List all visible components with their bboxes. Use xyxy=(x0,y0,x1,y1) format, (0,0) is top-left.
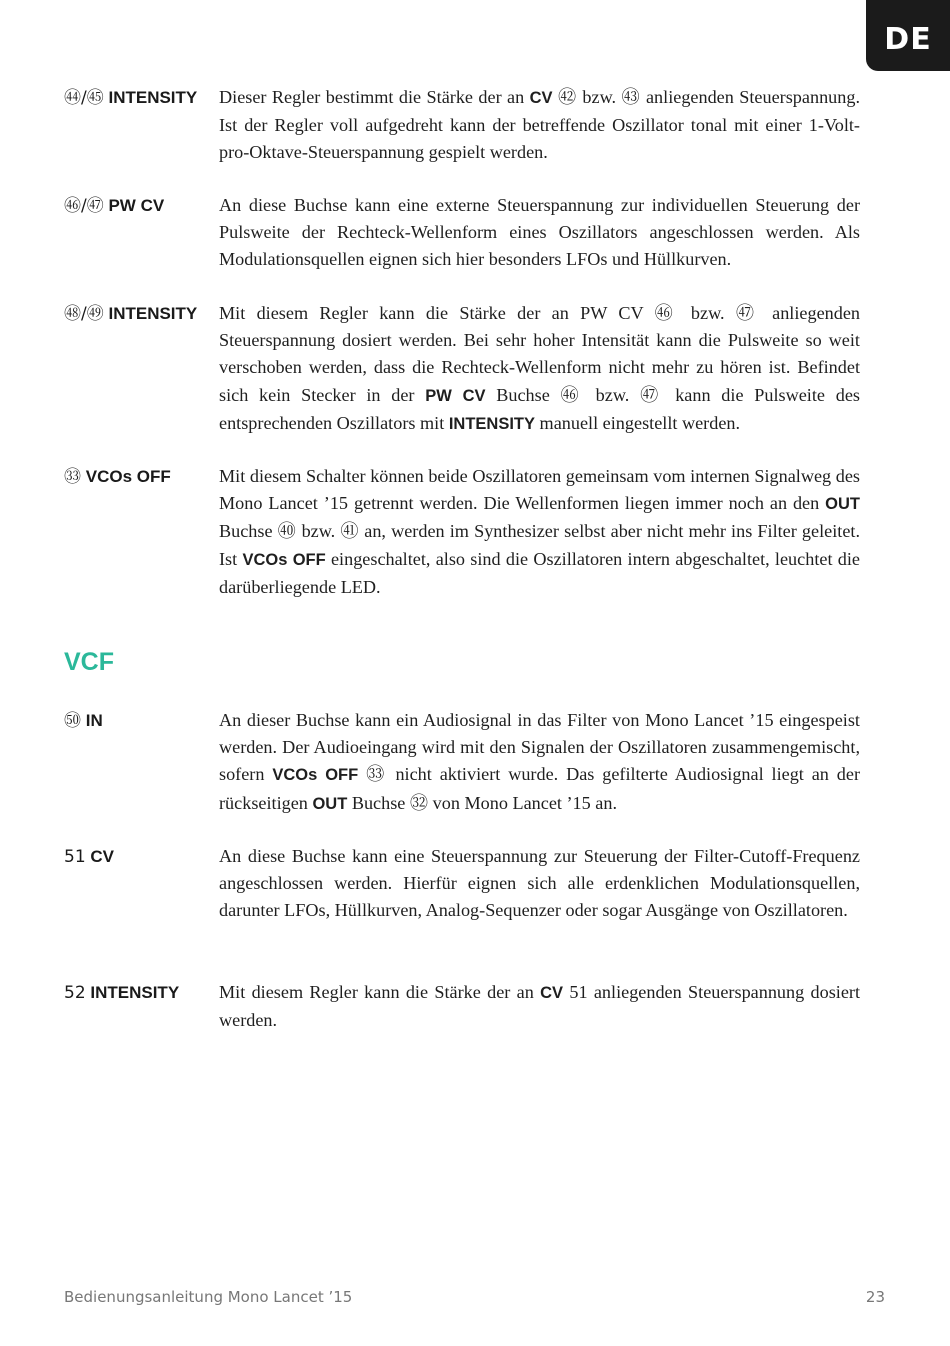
entry-intensity-48-49 xyxy=(64,300,860,438)
entry-in-50 xyxy=(64,707,860,818)
entry-description xyxy=(219,192,860,274)
term-label xyxy=(64,979,214,1007)
entry-description xyxy=(219,843,860,925)
term-name: INTENSITY xyxy=(90,983,180,1002)
description-text: Mit diesem Regler kann die Stärke der an xyxy=(219,982,541,1002)
footer-page-number: 23 xyxy=(865,1288,885,1306)
entry-description xyxy=(219,300,860,438)
term-name: PW CV xyxy=(108,196,165,215)
entry-description xyxy=(219,84,860,167)
control-name: VCOs OFF xyxy=(242,550,326,569)
term-label xyxy=(64,463,214,491)
description-text: An dieser Buchse kann ein Audiosignal in das Filter von Mono Lancet ’15 eingespeist werden. Der Audioeingang wird mit den Signalen der Oszillatoren zusammengemischt, sofern xyxy=(219,710,860,785)
description-text: Buchse ㉜ von Mono Lancet ’15 an. xyxy=(347,792,618,813)
term-name: INTENSITY xyxy=(108,88,198,107)
term-label xyxy=(64,192,214,220)
footer-manual-title: Bedienungsanleitung Mono Lancet ’15 xyxy=(64,1288,353,1306)
control-name: PW CV xyxy=(425,386,486,405)
control-name: OUT xyxy=(312,794,348,813)
term-number: ㊽/㊾ xyxy=(64,304,104,324)
description-text: ㉝ nicht aktiviert wurde. Das gefilterte Audiosignal liegt an der rückseitigen xyxy=(219,764,861,813)
term-label xyxy=(64,707,214,735)
term-label xyxy=(64,843,214,871)
control-name: CV xyxy=(529,89,553,107)
entry-description xyxy=(219,707,860,818)
control-name: CV xyxy=(540,984,564,1002)
term-number: ㊹/㊺ xyxy=(64,88,104,108)
term-number: ㊿ xyxy=(64,711,81,731)
description-text: Buchse ㊻ bzw. ㊼ kann die Pulsweite des entsprechenden Oszillators mit xyxy=(219,384,860,433)
description-text: 51 anliegenden Steuerspannung dosiert werden. xyxy=(219,982,861,1031)
entry-intensity-44-45 xyxy=(64,84,860,167)
entry-description xyxy=(219,979,860,1034)
description-text: Dieser Regler bestimmt die Stärke der an xyxy=(219,87,530,107)
description-text: An diese Buchse kann eine Steuerspannung zur Steuerung der Filter-Cutoff-Frequenz angeschlossen werden. Hierfür eignen sich alle erdenklichen Modulationsquellen, darunter LFOs, Hüllkurven, Analog-Sequenzer oder sogar Ausgänge von Oszillatoren. xyxy=(219,846,860,921)
term-name: VCOs OFF xyxy=(85,467,171,486)
entry-pw-cv-46-47 xyxy=(64,192,860,274)
control-name: OUT xyxy=(825,495,860,514)
term-name: INTENSITY xyxy=(108,304,198,323)
control-name: VCOs OFF xyxy=(272,766,359,785)
description-text: Buchse ㊵ bzw. ㊶ an, werden im Synthesizer selbst aber nicht mehr ins Filter geleitet. Ist xyxy=(219,521,860,569)
description-text: An diese Buchse kann eine externe Steuerspannung zur individuellen Steuerung der Pulsweite der Rechteck-Wellenform eines Oszillators angeschlossen werden. Als Modulationsquellen eignen sich hier besonders LFOs und Hüllkurven. xyxy=(219,195,860,270)
entry-description xyxy=(219,463,860,601)
term-number: ㊻/㊼ xyxy=(64,196,104,216)
description-text: manuell eingestellt werden. xyxy=(535,412,741,433)
section-heading-vcf: VCF xyxy=(64,648,114,676)
term-name: CV xyxy=(90,847,114,866)
language-tab: DE xyxy=(866,0,950,71)
entry-cv-51 xyxy=(64,843,860,925)
entry-intensity-52 xyxy=(64,979,860,1034)
control-name: INTENSITY xyxy=(448,414,535,433)
term-number: ㉝ xyxy=(64,467,81,487)
description-text: eingeschaltet, also sind die Oszillatoren intern abgeschaltet, leuchtet die darüberliegende LED. xyxy=(219,548,860,597)
term-number: 51 xyxy=(64,847,86,867)
entry-vcos-off-33 xyxy=(64,463,860,601)
term-label xyxy=(64,84,214,112)
term-name: IN xyxy=(85,711,103,730)
description-text: Mit diesem Schalter können beide Oszillatoren gemeinsam vom internen Signalweg des Mono Lancet ’15 getrennt werden. Die Wellenformen liegen immer noch an den xyxy=(219,466,860,514)
term-label xyxy=(64,300,214,328)
term-number: 52 xyxy=(64,983,86,1003)
description-text: Mit diesem Regler kann die Stärke der an PW CV ㊻ bzw. ㊼ anliegenden Steuerspannung dosiert werden. Bei sehr hoher Intensität kann die Pulsweite so weit verschoben werden, dass die Rechteck-Wellenform nicht mehr zu hören ist. Befindet sich kein Stecker in der xyxy=(219,303,860,405)
description-text: ㊷ bzw. ㊸ anliegenden Steuerspannung. Ist der Regler voll aufgedreht kann der betreffende Oszillator tonal mit einer 1-Volt-pro-Oktave-Steuerspannung gespielt werden. xyxy=(219,87,860,163)
